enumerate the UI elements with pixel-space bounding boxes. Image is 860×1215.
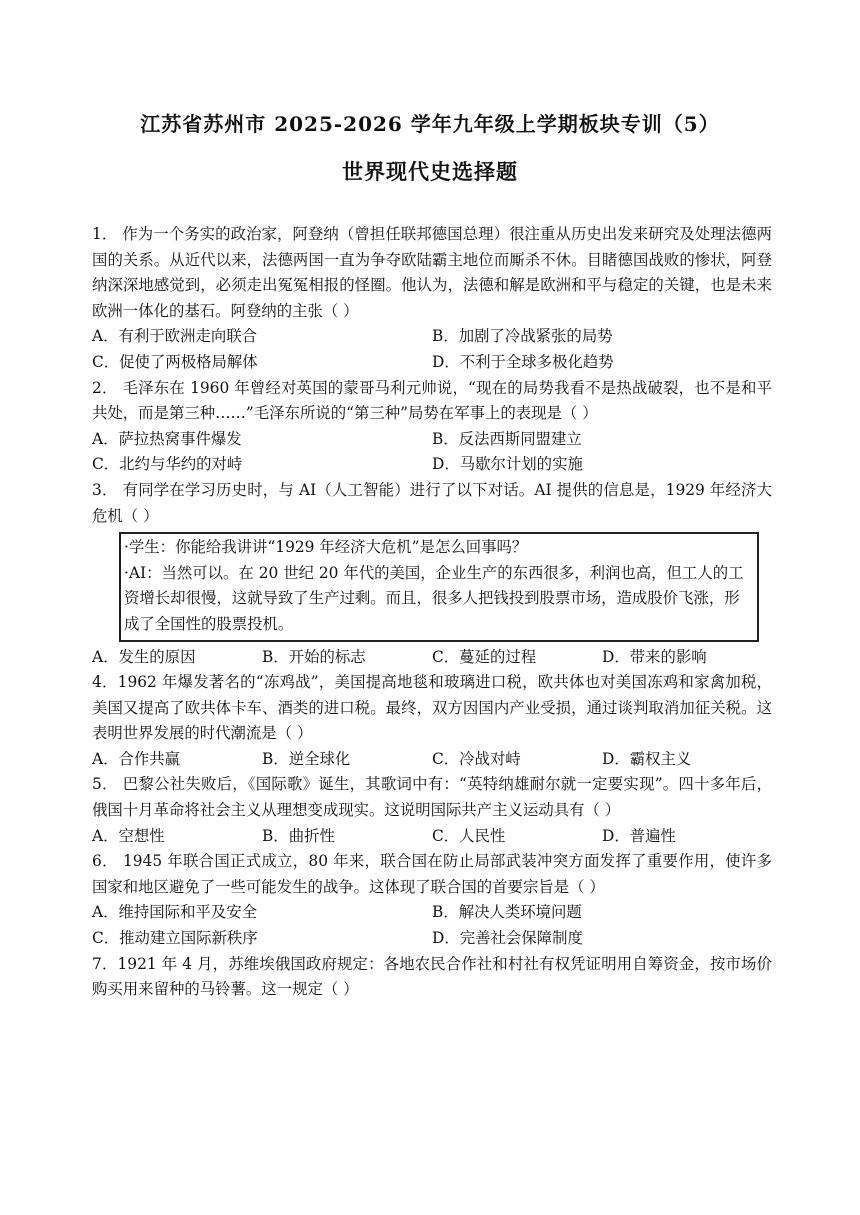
option-c[interactable]: C．冷战对峙 <box>432 749 521 768</box>
option-d[interactable]: D．带来的影响 <box>602 647 707 666</box>
option-c[interactable]: C．蔓延的过程 <box>432 647 537 666</box>
question-7 <box>92 952 772 1003</box>
question-4 <box>92 670 772 772</box>
option-d[interactable]: D．马歇尔计划的实施 <box>432 455 583 474</box>
option-group <box>92 324 772 375</box>
option-b[interactable]: B．加剧了冷战紧张的局势 <box>432 327 613 346</box>
option-a[interactable]: A．维持国际和平及安全 <box>92 903 258 922</box>
option-d[interactable]: D．霸权主义 <box>602 749 692 768</box>
question-stem: 2． 毛泽东在 1960 年曾经对英国的蒙哥马利元帅说，“现在的局势我看不是热战破裂，也不是和平共处，而是第三种……”毛泽东所说的“第三种”局势在军事上的表现是（ ） <box>92 378 772 423</box>
option-a[interactable]: A．萨拉热窝事件爆发 <box>92 429 242 448</box>
option-group <box>92 747 772 773</box>
question-stem: 5． 巴黎公社失败后，《国际歌》诞生，其歌词中有：“英特纳雄耐尔就一定要实现”。四十多年后，俄国十月革命将社会主义从理想变成现实。这说明国际共产主义运动具有（ ） <box>92 775 772 820</box>
question-stem: 1． 作为一个务实的政治家，阿登纳（曾担任联邦德国总理）很注重从历史出发来研究及处理法德两国的关系。从近代以来，法德两国一直为争夺欧陆霸主地位而厮杀不休。目睹德国战败的惨状，阿登纳深深地感觉到，必须走出冤冤相报的怪圈。他认为，法德和解是欧洲和平与稳定的关键，也是未来欧洲一体化的基石。阿登纳的主张（ ） <box>92 225 772 320</box>
option-d[interactable]: D．普遍性 <box>602 826 676 845</box>
option-group <box>92 645 772 671</box>
option-a[interactable]: A．有利于欧洲走向联合 <box>92 327 258 346</box>
option-group <box>92 824 772 850</box>
option-c[interactable]: C．促使了两极格局解体 <box>92 352 258 371</box>
question-stem: 3． 有同学在学习历史时，与 AI（人工智能）进行了以下对话。AI 提供的信息是，1929 年经济大危机（ ） <box>92 480 772 525</box>
question-5 <box>92 772 772 849</box>
question-1 <box>92 222 772 376</box>
option-c[interactable]: C．北约与华约的对峙 <box>92 455 243 474</box>
option-b[interactable]: B．逆全球化 <box>262 749 351 768</box>
question-list <box>92 222 772 1003</box>
option-b[interactable]: B．曲折性 <box>262 826 335 845</box>
option-c[interactable]: C．推动建立国际新秩序 <box>92 929 258 948</box>
question-stem: 6． 1945 年联合国正式成立，80 年来，联合国在防止局部武装冲突方面发挥了重要作用，使许多国家和地区避免了一些可能发生的战争。这体现了联合国的首要宗旨是（ ） <box>92 852 772 896</box>
option-a[interactable]: A．空想性 <box>92 826 165 845</box>
question-stem: 7．1921 年 4 月，苏维埃俄国政府规定：各地农民合作社和村社有权凭证明用自筹资金，按市场价购买用来留种的马铃薯。这一规定（ ） <box>92 954 772 999</box>
question-2 <box>92 376 772 478</box>
dialogue-line-ai: ·AI：当然可以。在 20 世纪 20 年代的美国，企业生产的东西很多，利润也高，但工人的工资增长却很慢，这就导致了生产过剩。而且，很多人把钱投到股票市场，造成股价飞涨，形成了全国性的股票投机。 <box>124 563 744 633</box>
page-title: 江苏省苏州市 2025-2026 学年九年级上学期板块专训（5） <box>140 112 720 136</box>
page-subtitle: 世界现代史选择题 <box>342 159 518 184</box>
question-3 <box>92 478 772 670</box>
option-group <box>92 900 772 951</box>
option-a[interactable]: A．发生的原因 <box>92 647 196 666</box>
option-b[interactable]: B．开始的标志 <box>262 647 366 666</box>
option-group <box>92 427 772 478</box>
dialogue-box <box>119 532 759 641</box>
option-c[interactable]: C．人民性 <box>432 826 506 845</box>
question-stem: 4．1962 年爆发著名的“冻鸡战”，美国提高地毯和玻璃进口税，欧共体也对美国冻鸡和家禽加税，美国又提高了欧共体卡车、酒类的进口税。最终，双方因国内产业受损，通过谈判取消加征关税。这表明世界发展的时代潮流是（ ） <box>92 673 772 743</box>
option-a[interactable]: A．合作共赢 <box>92 749 181 768</box>
option-b[interactable]: B．解决人类环境问题 <box>432 903 582 922</box>
option-b[interactable]: B．反法西斯同盟建立 <box>432 429 582 448</box>
question-6 <box>92 849 772 951</box>
option-d[interactable]: D．不利于全球多极化趋势 <box>432 352 614 371</box>
dialogue-line-student: ·学生：你能给我讲讲“1929 年经济大危机”是怎么回事吗？ <box>124 538 528 557</box>
option-d[interactable]: D．完善社会保障制度 <box>432 929 583 948</box>
